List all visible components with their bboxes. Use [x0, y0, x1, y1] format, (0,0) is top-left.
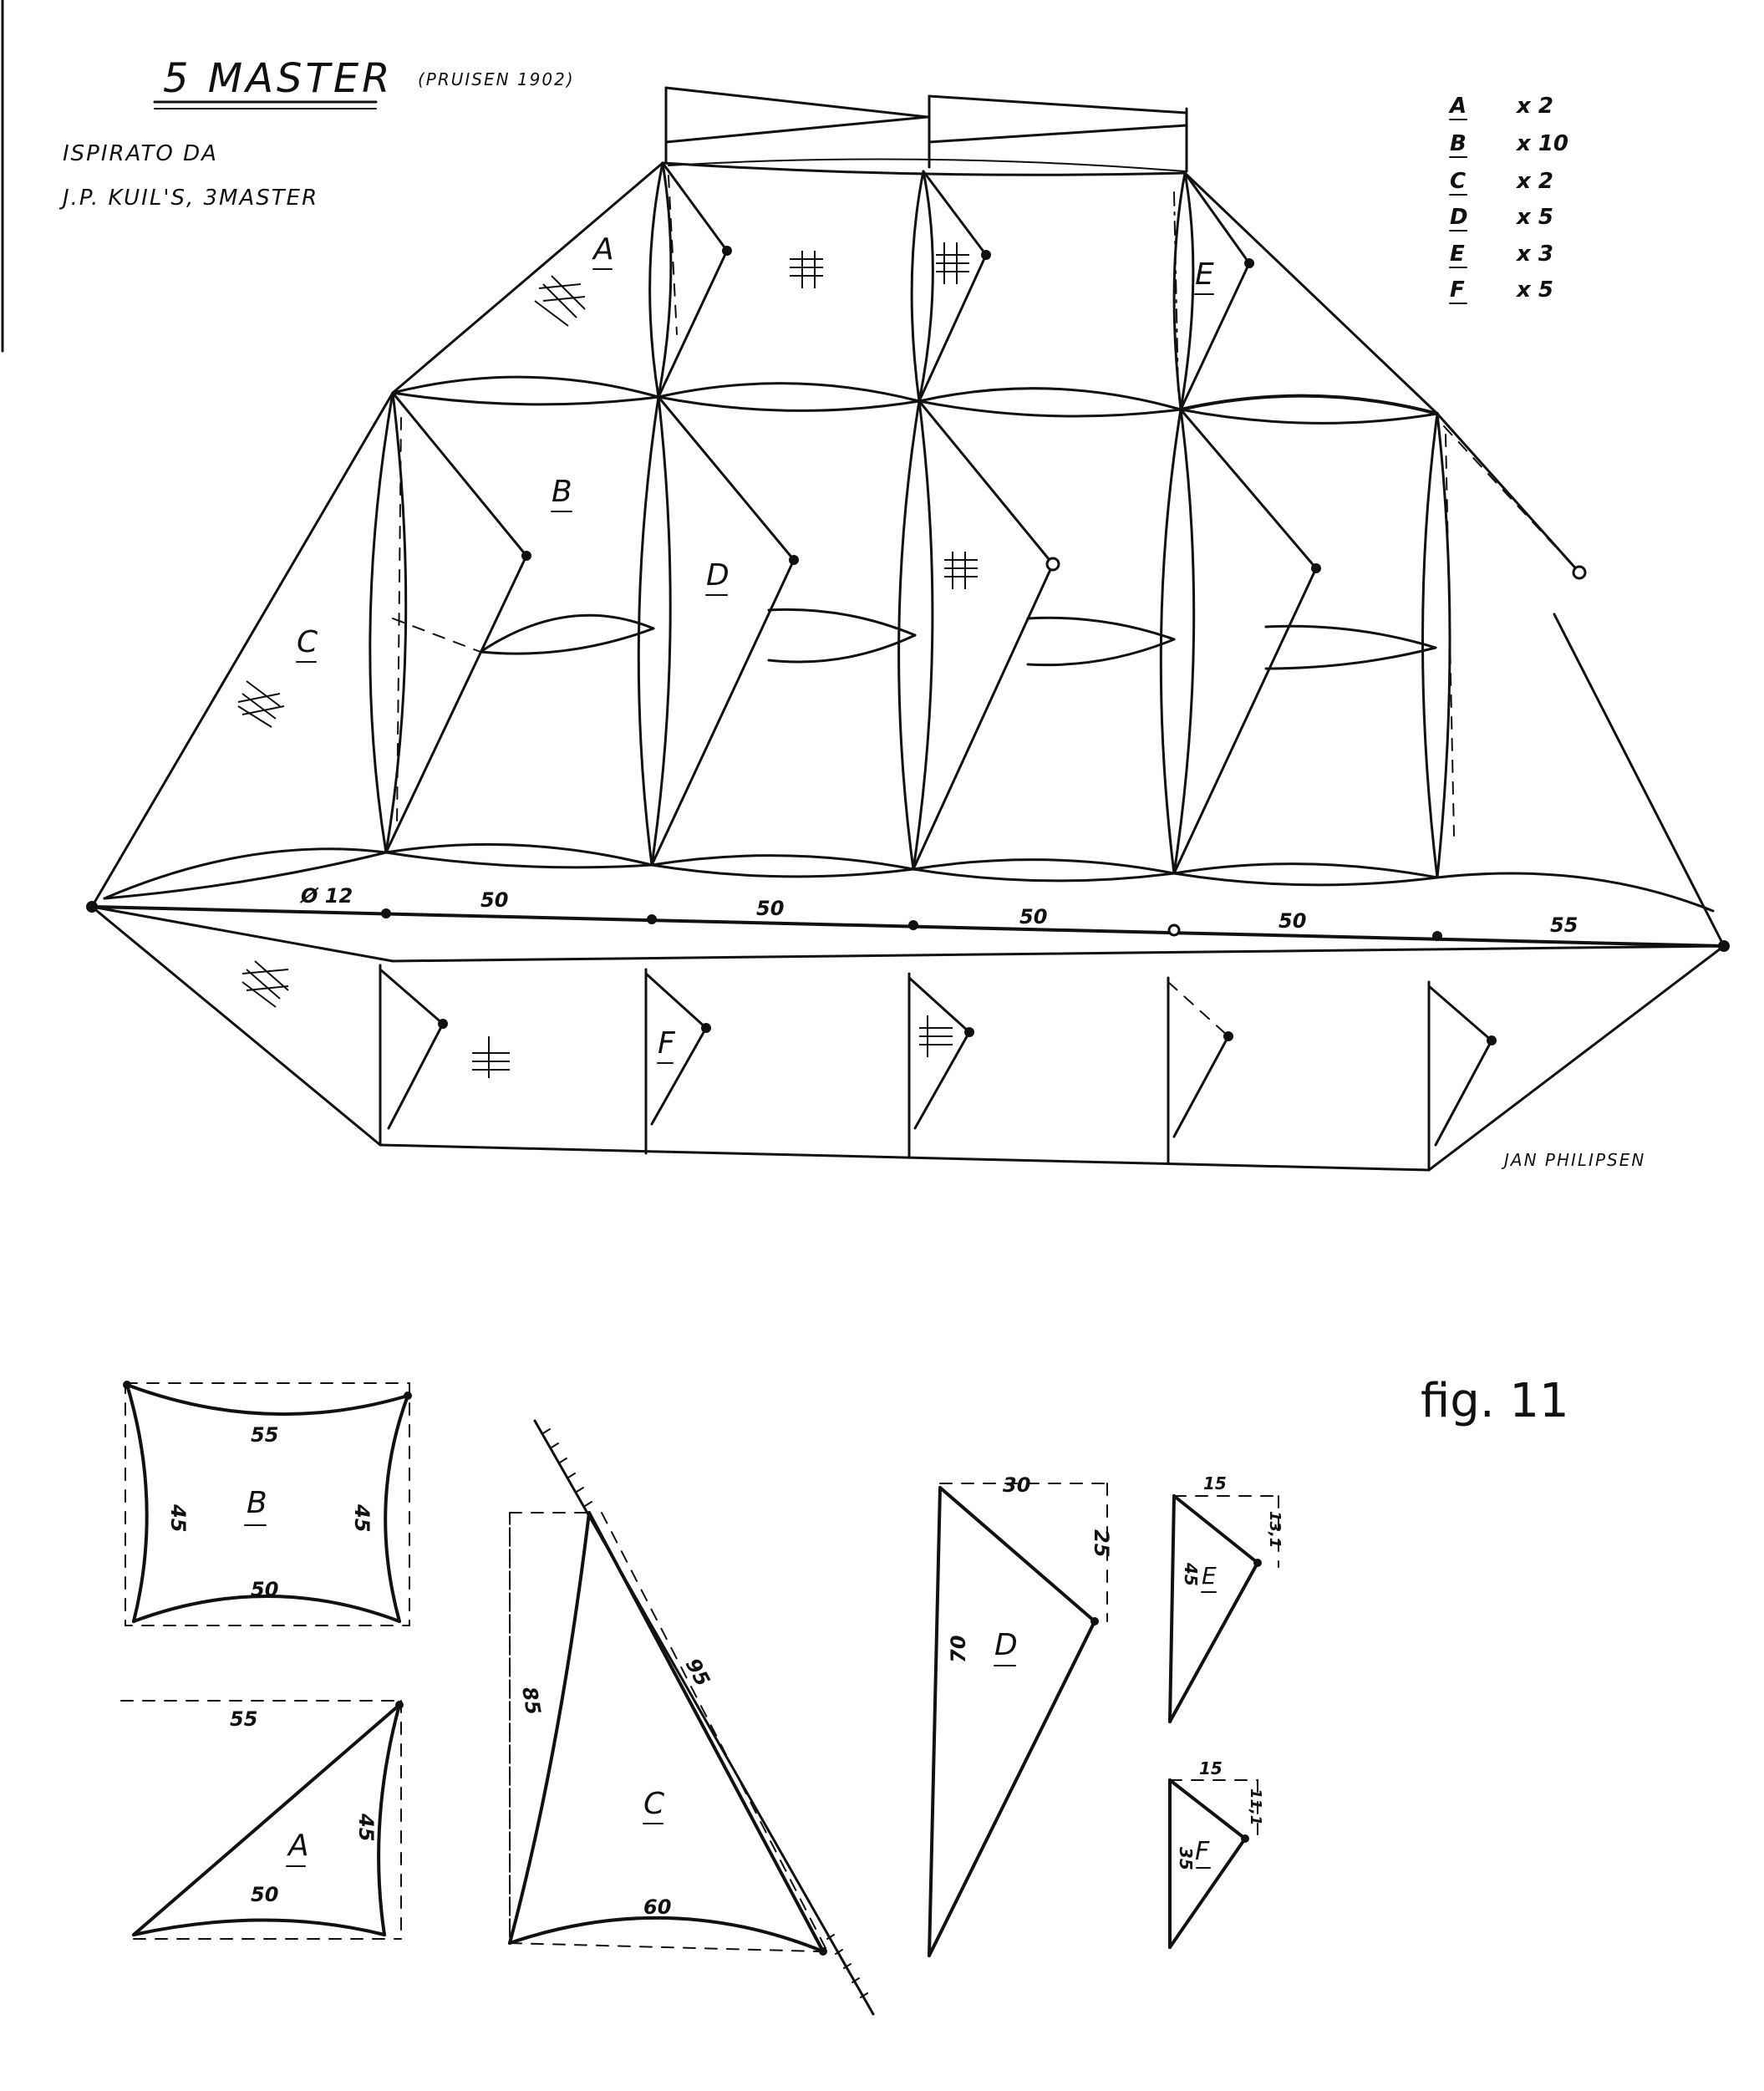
sail-label-a: A [593, 232, 614, 267]
legend-letter-c: C [1450, 169, 1467, 194]
legend-count-c: x 2 [1517, 169, 1553, 194]
inspiration-line-2: J.P. KUIL'S, 3MASTER [63, 186, 319, 211]
spar-label-diameter: Ø 12 [301, 884, 353, 908]
rig-top-left [393, 163, 663, 393]
detail-a-top: 55 [230, 1707, 258, 1731]
top-sails [658, 163, 1254, 410]
legend-count-a: x 2 [1517, 94, 1553, 119]
detail-d-left: 70 [947, 1635, 970, 1663]
legend-letter-b: B [1450, 131, 1467, 156]
detail-a-bottom: 50 [251, 1883, 279, 1906]
detail-d-top: 30 [1003, 1473, 1031, 1497]
inspiration-line-1: ISPIRATO DA [63, 141, 218, 166]
detail-c-bottom: 60 [643, 1895, 672, 1919]
rig-top-right [1185, 173, 1437, 414]
detail-sail-c [510, 1421, 873, 2014]
drawing-title: 5 MASTER [163, 55, 394, 102]
legend-letter-e: E [1450, 242, 1465, 267]
parts-legend [1448, 94, 1568, 303]
sail-label-d: D [706, 558, 729, 593]
lower-hull [92, 907, 1724, 1170]
keel-spar [86, 884, 1730, 961]
title-note: (PRUISEN 1902) [418, 69, 575, 89]
detail-b-top: 55 [251, 1423, 279, 1447]
detail-e-right: 13,1 [1266, 1511, 1284, 1549]
legend-count-d: x 5 [1517, 205, 1553, 230]
detail-d-label: D [994, 1628, 1018, 1662]
detail-sail-e [1170, 1473, 1284, 1722]
detail-f-top: 15 [1199, 1758, 1223, 1778]
rig-outer-right-a [1437, 414, 1579, 572]
sail-label-b: B [552, 475, 572, 509]
detail-b-bottom: 50 [251, 1578, 279, 1601]
detail-sail-b [123, 1381, 412, 1625]
detail-b-right: 45 [350, 1504, 374, 1533]
detail-e-left: 45 [1181, 1563, 1201, 1586]
detail-c-left: 85 [517, 1685, 546, 1717]
spar-label-2: 50 [756, 897, 785, 920]
detail-b-label: B [247, 1486, 267, 1520]
detail-c-hyp: 95 [680, 1654, 715, 1691]
spar-label-3: 50 [1019, 905, 1048, 928]
legend-count-e: x 3 [1517, 242, 1553, 267]
sail-label-f: F [658, 1026, 675, 1061]
rig-outer-left [92, 393, 393, 907]
legend-letter-f: F [1450, 277, 1465, 303]
detail-a-right: 45 [354, 1814, 378, 1842]
spar-label-1: 50 [480, 888, 509, 912]
detail-e-label: E [1202, 1562, 1217, 1590]
legend-count-b: x 10 [1517, 131, 1569, 156]
figure-label: fig. 11 [1421, 1374, 1569, 1428]
detail-d-right: 25 [1090, 1529, 1113, 1558]
detail-sail-d [929, 1473, 1113, 1956]
detail-a-label: A [288, 1829, 309, 1863]
spar-label-4: 50 [1279, 909, 1307, 933]
main-kite-elevation [86, 88, 1730, 1170]
sail-label-e: E [1195, 257, 1214, 292]
detail-e-top: 15 [1203, 1473, 1227, 1493]
rig-outer-right-b [1554, 614, 1724, 946]
detail-b-left: 45 [166, 1504, 190, 1533]
sail-label-c: C [297, 625, 318, 659]
detail-c-label: C [643, 1787, 665, 1821]
detail-f-label: F [1195, 1837, 1210, 1866]
detail-f-right: 11,1 [1247, 1788, 1264, 1826]
detail-f-left: 35 [1176, 1847, 1196, 1870]
legend-count-f: x 5 [1517, 277, 1553, 303]
legend-letter-a: A [1450, 94, 1467, 119]
legend-letter-d: D [1450, 205, 1468, 230]
spar-label-5: 55 [1550, 913, 1578, 937]
detail-sail-a [121, 1701, 404, 1939]
detail-sail-f [1170, 1758, 1264, 1947]
middle-sails [386, 393, 1585, 873]
author-signature: JAN PHILIPSEN [1504, 1150, 1646, 1170]
